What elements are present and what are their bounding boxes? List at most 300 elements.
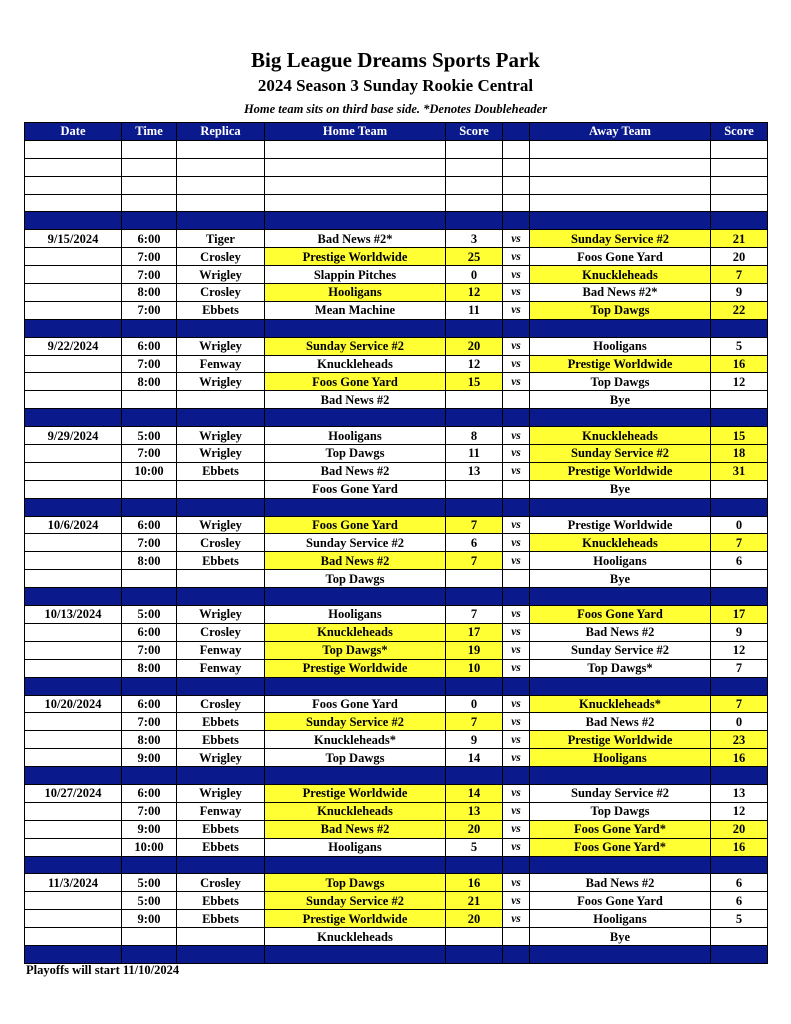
week-separator bbox=[25, 319, 768, 337]
vs-cell: vs bbox=[503, 266, 530, 284]
replica-cell: Fenway bbox=[177, 659, 265, 677]
away-team-cell: Bad News #2 bbox=[530, 623, 711, 641]
separator-cell bbox=[530, 677, 711, 695]
home-score-cell bbox=[446, 391, 503, 409]
time-cell bbox=[122, 480, 177, 498]
away-score-cell: 12 bbox=[711, 641, 768, 659]
separator-cell bbox=[530, 498, 711, 516]
blank-cell bbox=[122, 194, 177, 212]
replica-cell: Wrigley bbox=[177, 427, 265, 445]
blank-cell bbox=[177, 176, 265, 194]
away-score-cell bbox=[711, 928, 768, 946]
blank-cell bbox=[446, 158, 503, 176]
blank-cell bbox=[177, 194, 265, 212]
separator-cell bbox=[530, 856, 711, 874]
game-row bbox=[25, 874, 768, 892]
home-team-cell: Top Dawgs bbox=[265, 749, 446, 767]
separator-cell bbox=[530, 409, 711, 427]
vs-cell: vs bbox=[503, 802, 530, 820]
time-cell: 10:00 bbox=[122, 838, 177, 856]
separator-cell bbox=[711, 677, 768, 695]
time-cell: 7:00 bbox=[122, 248, 177, 266]
away-team-cell: Bad News #2 bbox=[530, 874, 711, 892]
date-cell: 11/3/2024 bbox=[25, 874, 122, 892]
separator-cell bbox=[530, 588, 711, 606]
away-score-cell: 7 bbox=[711, 695, 768, 713]
date-cell bbox=[25, 445, 122, 463]
time-cell: 6:00 bbox=[122, 337, 177, 355]
blank-cell bbox=[503, 194, 530, 212]
separator-cell bbox=[177, 677, 265, 695]
game-row bbox=[25, 892, 768, 910]
replica-cell: Crosley bbox=[177, 534, 265, 552]
separator-cell bbox=[503, 498, 530, 516]
away-score-cell: 0 bbox=[711, 713, 768, 731]
away-score-cell: 6 bbox=[711, 552, 768, 570]
away-team-cell: Knuckleheads bbox=[530, 266, 711, 284]
game-row bbox=[25, 784, 768, 802]
game-row bbox=[25, 391, 768, 409]
separator-cell bbox=[25, 677, 122, 695]
replica-cell: Fenway bbox=[177, 355, 265, 373]
separator-cell bbox=[265, 409, 446, 427]
home-score-cell: 3 bbox=[446, 230, 503, 248]
away-team-cell: Hooligans bbox=[530, 337, 711, 355]
week-separator bbox=[25, 409, 768, 427]
replica-cell: Wrigley bbox=[177, 373, 265, 391]
away-team-cell: Prestige Worldwide bbox=[530, 462, 711, 480]
away-score-cell: 15 bbox=[711, 427, 768, 445]
away-team-cell: Top Dawgs bbox=[530, 301, 711, 319]
away-score-cell: 6 bbox=[711, 874, 768, 892]
separator-cell bbox=[25, 319, 122, 337]
blank-cell bbox=[265, 158, 446, 176]
vs-cell: vs bbox=[503, 695, 530, 713]
separator-cell bbox=[446, 588, 503, 606]
separator-cell bbox=[25, 588, 122, 606]
away-score-cell: 20 bbox=[711, 820, 768, 838]
home-team-cell: Slappin Pitches bbox=[265, 266, 446, 284]
blank-cell bbox=[265, 140, 446, 158]
home-score-cell: 12 bbox=[446, 284, 503, 302]
away-score-cell: 23 bbox=[711, 731, 768, 749]
date-cell: 10/13/2024 bbox=[25, 606, 122, 624]
vs-cell: vs bbox=[503, 874, 530, 892]
blank-cell bbox=[265, 176, 446, 194]
time-cell: 10:00 bbox=[122, 462, 177, 480]
away-score-cell: 9 bbox=[711, 623, 768, 641]
home-team-cell: Knuckleheads bbox=[265, 928, 446, 946]
date-cell: 9/15/2024 bbox=[25, 230, 122, 248]
game-row bbox=[25, 713, 768, 731]
time-cell: 9:00 bbox=[122, 749, 177, 767]
game-row bbox=[25, 301, 768, 319]
date-cell bbox=[25, 928, 122, 946]
home-score-cell: 7 bbox=[446, 713, 503, 731]
blank-cell bbox=[503, 158, 530, 176]
date-cell bbox=[25, 802, 122, 820]
home-score-cell: 16 bbox=[446, 874, 503, 892]
time-cell: 9:00 bbox=[122, 910, 177, 928]
replica-cell: Ebbets bbox=[177, 552, 265, 570]
game-row bbox=[25, 355, 768, 373]
time-cell: 5:00 bbox=[122, 427, 177, 445]
home-score-cell bbox=[446, 928, 503, 946]
game-row bbox=[25, 641, 768, 659]
away-team-cell: Bye bbox=[530, 928, 711, 946]
separator-cell bbox=[122, 588, 177, 606]
away-team-cell: Prestige Worldwide bbox=[530, 516, 711, 534]
vs-cell: vs bbox=[503, 445, 530, 463]
replica-cell: Wrigley bbox=[177, 749, 265, 767]
separator-cell bbox=[503, 319, 530, 337]
date-cell: 10/6/2024 bbox=[25, 516, 122, 534]
separator-cell bbox=[446, 498, 503, 516]
week-separator bbox=[25, 588, 768, 606]
game-row bbox=[25, 445, 768, 463]
away-team-cell: Hooligans bbox=[530, 552, 711, 570]
replica-cell: Ebbets bbox=[177, 892, 265, 910]
home-score-cell: 7 bbox=[446, 606, 503, 624]
replica-cell bbox=[177, 391, 265, 409]
vs-cell: vs bbox=[503, 552, 530, 570]
home-team-cell: Prestige Worldwide bbox=[265, 659, 446, 677]
separator-cell bbox=[711, 945, 768, 963]
separator-cell bbox=[446, 856, 503, 874]
away-team-cell: Bye bbox=[530, 480, 711, 498]
date-cell bbox=[25, 892, 122, 910]
column-header-time: Time bbox=[122, 123, 177, 141]
date-cell bbox=[25, 820, 122, 838]
home-score-cell: 8 bbox=[446, 427, 503, 445]
game-row bbox=[25, 337, 768, 355]
replica-cell: Crosley bbox=[177, 695, 265, 713]
replica-cell: Ebbets bbox=[177, 820, 265, 838]
vs-cell: vs bbox=[503, 641, 530, 659]
vs-cell: vs bbox=[503, 784, 530, 802]
away-score-cell: 7 bbox=[711, 534, 768, 552]
away-score-cell: 21 bbox=[711, 230, 768, 248]
home-team-cell: Bad News #2 bbox=[265, 820, 446, 838]
replica-cell: Ebbets bbox=[177, 838, 265, 856]
home-team-cell: Top Dawgs bbox=[265, 445, 446, 463]
separator-cell bbox=[503, 409, 530, 427]
vs-cell: vs bbox=[503, 355, 530, 373]
away-team-cell: Prestige Worldwide bbox=[530, 355, 711, 373]
separator-cell bbox=[265, 498, 446, 516]
date-cell bbox=[25, 659, 122, 677]
home-team-cell: Knuckleheads bbox=[265, 623, 446, 641]
separator-cell bbox=[711, 856, 768, 874]
time-cell: 5:00 bbox=[122, 874, 177, 892]
date-cell bbox=[25, 641, 122, 659]
game-row bbox=[25, 802, 768, 820]
vs-cell bbox=[503, 928, 530, 946]
separator-cell bbox=[25, 409, 122, 427]
away-team-cell: Knuckleheads* bbox=[530, 695, 711, 713]
column-header-replica: Replica bbox=[177, 123, 265, 141]
date-cell bbox=[25, 749, 122, 767]
replica-cell: Wrigley bbox=[177, 784, 265, 802]
separator-cell bbox=[122, 856, 177, 874]
game-row bbox=[25, 838, 768, 856]
home-score-cell: 20 bbox=[446, 910, 503, 928]
date-cell bbox=[25, 534, 122, 552]
separator-cell bbox=[265, 945, 446, 963]
separator-cell bbox=[446, 767, 503, 785]
home-score-cell: 0 bbox=[446, 695, 503, 713]
home-team-cell: Sunday Service #2 bbox=[265, 534, 446, 552]
home-score-cell: 0 bbox=[446, 266, 503, 284]
away-score-cell bbox=[711, 391, 768, 409]
away-team-cell: Top Dawgs* bbox=[530, 659, 711, 677]
replica-cell: Wrigley bbox=[177, 516, 265, 534]
separator-cell bbox=[177, 409, 265, 427]
time-cell bbox=[122, 570, 177, 588]
date-cell bbox=[25, 248, 122, 266]
replica-cell: Ebbets bbox=[177, 462, 265, 480]
vs-cell: vs bbox=[503, 248, 530, 266]
game-row bbox=[25, 552, 768, 570]
home-score-cell: 17 bbox=[446, 623, 503, 641]
away-score-cell: 31 bbox=[711, 462, 768, 480]
home-score-cell: 13 bbox=[446, 802, 503, 820]
home-team-cell: Prestige Worldwide bbox=[265, 910, 446, 928]
away-team-cell: Sunday Service #2 bbox=[530, 784, 711, 802]
blank-row bbox=[25, 194, 768, 212]
separator-cell bbox=[446, 677, 503, 695]
blank-cell bbox=[711, 194, 768, 212]
separator-cell bbox=[446, 212, 503, 230]
vs-cell: vs bbox=[503, 731, 530, 749]
date-cell bbox=[25, 301, 122, 319]
game-row bbox=[25, 623, 768, 641]
home-team-cell: Hooligans bbox=[265, 284, 446, 302]
home-score-cell: 10 bbox=[446, 659, 503, 677]
time-cell: 8:00 bbox=[122, 373, 177, 391]
date-cell bbox=[25, 373, 122, 391]
home-team-cell: Bad News #2 bbox=[265, 552, 446, 570]
vs-cell bbox=[503, 570, 530, 588]
game-row bbox=[25, 910, 768, 928]
separator-cell bbox=[265, 588, 446, 606]
away-score-cell: 0 bbox=[711, 516, 768, 534]
home-team-cell: Sunday Service #2 bbox=[265, 713, 446, 731]
away-team-cell: Top Dawgs bbox=[530, 802, 711, 820]
home-score-cell: 7 bbox=[446, 516, 503, 534]
game-row bbox=[25, 248, 768, 266]
away-score-cell: 13 bbox=[711, 784, 768, 802]
vs-cell: vs bbox=[503, 427, 530, 445]
game-row bbox=[25, 659, 768, 677]
separator-cell bbox=[265, 212, 446, 230]
game-row bbox=[25, 534, 768, 552]
separator-cell bbox=[122, 409, 177, 427]
time-cell: 8:00 bbox=[122, 659, 177, 677]
time-cell: 8:00 bbox=[122, 552, 177, 570]
blank-cell bbox=[503, 176, 530, 194]
away-team-cell: Foos Gone Yard bbox=[530, 892, 711, 910]
column-header-vs bbox=[503, 123, 530, 141]
separator-cell bbox=[177, 212, 265, 230]
blank-cell bbox=[122, 158, 177, 176]
home-team-cell: Top Dawgs bbox=[265, 874, 446, 892]
vs-cell: vs bbox=[503, 659, 530, 677]
blank-cell bbox=[122, 176, 177, 194]
separator-cell bbox=[446, 409, 503, 427]
away-team-cell: Bad News #2 bbox=[530, 713, 711, 731]
home-team-cell: Sunday Service #2 bbox=[265, 892, 446, 910]
replica-cell bbox=[177, 928, 265, 946]
away-score-cell bbox=[711, 480, 768, 498]
time-cell: 7:00 bbox=[122, 802, 177, 820]
date-cell bbox=[25, 552, 122, 570]
vs-cell: vs bbox=[503, 230, 530, 248]
replica-cell: Ebbets bbox=[177, 713, 265, 731]
home-team-cell: Top Dawgs* bbox=[265, 641, 446, 659]
blank-cell bbox=[446, 140, 503, 158]
away-team-cell: Foos Gone Yard* bbox=[530, 838, 711, 856]
home-team-cell: Foos Gone Yard bbox=[265, 480, 446, 498]
date-cell bbox=[25, 713, 122, 731]
time-cell: 6:00 bbox=[122, 695, 177, 713]
game-row bbox=[25, 516, 768, 534]
separator-cell bbox=[446, 319, 503, 337]
separator-cell bbox=[530, 945, 711, 963]
home-team-cell: Knuckleheads bbox=[265, 355, 446, 373]
home-score-cell: 9 bbox=[446, 731, 503, 749]
time-cell bbox=[122, 391, 177, 409]
blank-row bbox=[25, 176, 768, 194]
replica-cell: Tiger bbox=[177, 230, 265, 248]
replica-cell: Wrigley bbox=[177, 445, 265, 463]
time-cell bbox=[122, 928, 177, 946]
away-score-cell: 22 bbox=[711, 301, 768, 319]
page-title: Big League Dreams Sports Park bbox=[251, 48, 540, 72]
game-row bbox=[25, 570, 768, 588]
home-score-cell: 11 bbox=[446, 301, 503, 319]
separator-cell bbox=[177, 588, 265, 606]
blank-cell bbox=[530, 176, 711, 194]
game-row bbox=[25, 230, 768, 248]
time-cell: 7:00 bbox=[122, 534, 177, 552]
time-cell: 7:00 bbox=[122, 713, 177, 731]
date-cell bbox=[25, 355, 122, 373]
time-cell: 6:00 bbox=[122, 230, 177, 248]
away-team-cell: Knuckleheads bbox=[530, 427, 711, 445]
home-team-cell: Foos Gone Yard bbox=[265, 516, 446, 534]
vs-cell: vs bbox=[503, 713, 530, 731]
header-row bbox=[25, 123, 768, 141]
date-cell: 9/29/2024 bbox=[25, 427, 122, 445]
blank-cell bbox=[446, 194, 503, 212]
home-score-cell: 19 bbox=[446, 641, 503, 659]
blank-cell bbox=[122, 140, 177, 158]
time-cell: 5:00 bbox=[122, 892, 177, 910]
date-cell: 10/20/2024 bbox=[25, 695, 122, 713]
away-score-cell: 20 bbox=[711, 248, 768, 266]
vs-cell bbox=[503, 391, 530, 409]
away-team-cell: Hooligans bbox=[530, 910, 711, 928]
vs-cell: vs bbox=[503, 820, 530, 838]
separator-cell bbox=[711, 498, 768, 516]
away-team-cell: Bad News #2* bbox=[530, 284, 711, 302]
column-header-away-team: Away Team bbox=[530, 123, 711, 141]
home-team-cell: Hooligans bbox=[265, 606, 446, 624]
separator-cell bbox=[446, 945, 503, 963]
replica-cell: Crosley bbox=[177, 248, 265, 266]
game-row bbox=[25, 427, 768, 445]
blank-cell bbox=[711, 176, 768, 194]
replica-cell: Ebbets bbox=[177, 731, 265, 749]
game-row bbox=[25, 284, 768, 302]
replica-cell: Wrigley bbox=[177, 606, 265, 624]
separator-cell bbox=[711, 409, 768, 427]
column-header-date: Date bbox=[25, 123, 122, 141]
home-score-cell: 11 bbox=[446, 445, 503, 463]
blank-cell bbox=[265, 194, 446, 212]
separator-cell bbox=[122, 319, 177, 337]
separator-cell bbox=[177, 945, 265, 963]
away-team-cell: Bye bbox=[530, 570, 711, 588]
away-team-cell: Sunday Service #2 bbox=[530, 230, 711, 248]
separator-cell bbox=[25, 767, 122, 785]
game-row bbox=[25, 373, 768, 391]
date-cell bbox=[25, 480, 122, 498]
vs-cell: vs bbox=[503, 373, 530, 391]
home-score-cell: 25 bbox=[446, 248, 503, 266]
time-cell: 9:00 bbox=[122, 820, 177, 838]
away-score-cell: 18 bbox=[711, 445, 768, 463]
away-score-cell: 5 bbox=[711, 910, 768, 928]
game-row bbox=[25, 695, 768, 713]
separator-cell bbox=[25, 498, 122, 516]
time-cell: 8:00 bbox=[122, 731, 177, 749]
separator-cell bbox=[122, 767, 177, 785]
date-cell bbox=[25, 570, 122, 588]
home-score-cell: 5 bbox=[446, 838, 503, 856]
home-score-cell: 20 bbox=[446, 820, 503, 838]
separator-cell bbox=[177, 856, 265, 874]
blank-cell bbox=[177, 140, 265, 158]
time-cell: 7:00 bbox=[122, 266, 177, 284]
blank-cell bbox=[530, 194, 711, 212]
vs-cell: vs bbox=[503, 910, 530, 928]
away-score-cell: 12 bbox=[711, 373, 768, 391]
vs-cell: vs bbox=[503, 623, 530, 641]
home-score-cell: 7 bbox=[446, 552, 503, 570]
time-cell: 7:00 bbox=[122, 445, 177, 463]
home-score-cell: 6 bbox=[446, 534, 503, 552]
date-cell: 9/22/2024 bbox=[25, 337, 122, 355]
schedule-body bbox=[25, 140, 768, 963]
blank-cell bbox=[446, 176, 503, 194]
away-score-cell: 9 bbox=[711, 284, 768, 302]
week-separator bbox=[25, 498, 768, 516]
time-cell: 6:00 bbox=[122, 623, 177, 641]
home-team-cell: Knuckleheads bbox=[265, 802, 446, 820]
away-score-cell: 16 bbox=[711, 838, 768, 856]
home-team-cell: Foos Gone Yard bbox=[265, 373, 446, 391]
home-score-cell: 14 bbox=[446, 749, 503, 767]
home-team-cell: Sunday Service #2 bbox=[265, 337, 446, 355]
separator-cell bbox=[122, 212, 177, 230]
week-separator bbox=[25, 212, 768, 230]
date-cell: 10/27/2024 bbox=[25, 784, 122, 802]
away-team-cell: Prestige Worldwide bbox=[530, 731, 711, 749]
date-cell bbox=[25, 391, 122, 409]
away-team-cell: Top Dawgs bbox=[530, 373, 711, 391]
